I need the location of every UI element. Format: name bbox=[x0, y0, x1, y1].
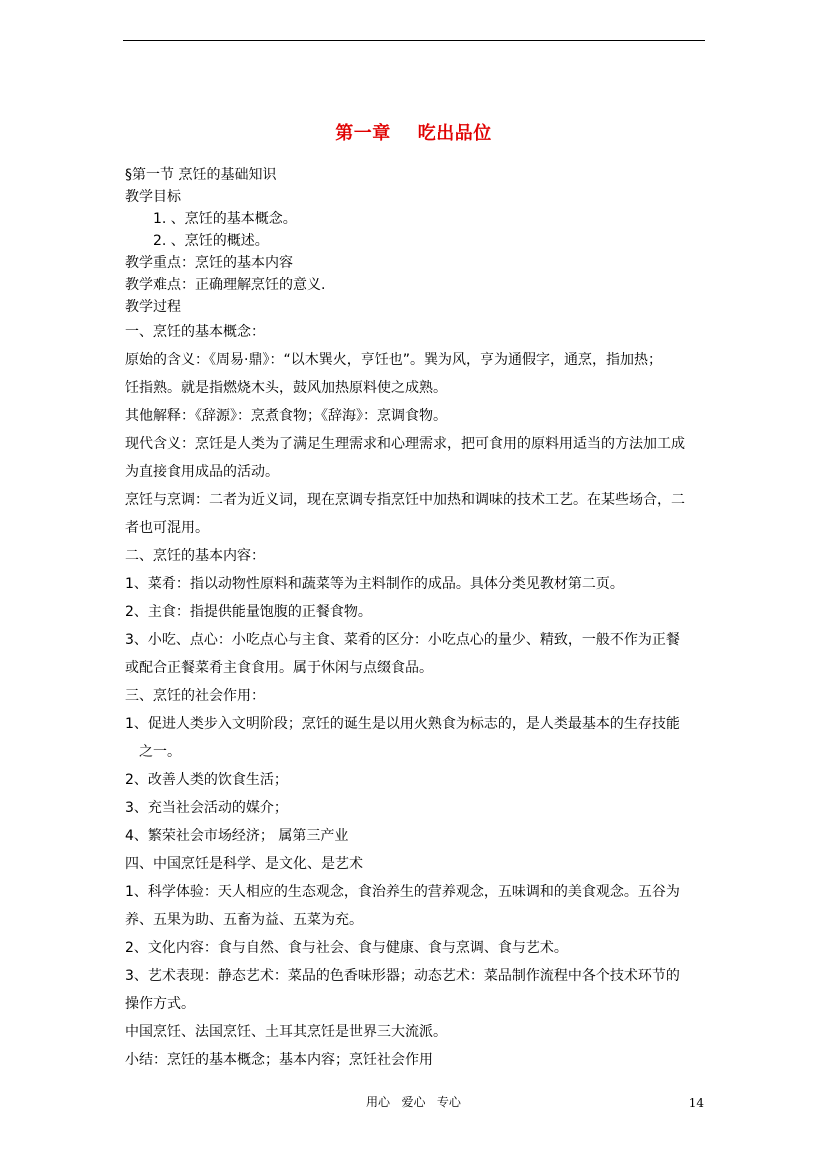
text-line: 操作方式。 bbox=[125, 996, 195, 1012]
text-line: 饪指熟。就是指燃烧木头，鼓风加热原料使之成熟。 bbox=[125, 380, 447, 396]
text-line: 或配合正餐菜肴主食食用。属于休闲与点缀食品。 bbox=[125, 660, 433, 676]
text-line: 原始的含义：《周易·鼎》：“以木巽火，亨饪也”。巽为风，亨为通假字，通烹，指加热； bbox=[125, 352, 662, 368]
text-line: 1. 、烹饪的基本概念。 bbox=[153, 211, 297, 227]
text-line: 教学难点：正确理解烹饪的意义. bbox=[125, 277, 326, 293]
text-line: 2. 、烹饪的概述。 bbox=[153, 233, 269, 249]
text-line: 教学过程 bbox=[125, 299, 181, 315]
text-line: 3、充当社会活动的媒介； bbox=[125, 800, 288, 816]
text-line: 小结：烹饪的基本概念；基本内容；烹饪社会作用 bbox=[125, 1052, 433, 1068]
text-line: 3、小吃、点心：小吃点心与主食、菜肴的区分：小吃点心的量少、精致，一般不作为正餐 bbox=[125, 632, 680, 648]
text-line: 现代含义：烹饪是人类为了满足生理需求和心理需求，把可食用的原料用适当的方法加工成 bbox=[125, 436, 685, 452]
text-line: 之一。 bbox=[139, 744, 181, 760]
text-line: 2、主食：指提供能量饱腹的正餐食物。 bbox=[125, 604, 372, 620]
page-number: 14 bbox=[688, 1096, 704, 1110]
text-line: 中国烹饪、法国烹饪、土耳其烹饪是世界三大流派。 bbox=[125, 1024, 447, 1040]
text-line: 四、中国烹饪是科学、是文化、是艺术 bbox=[125, 856, 363, 872]
chapter-title: 第一章 吃出品位 bbox=[335, 123, 492, 144]
text-line: 教学重点：烹饪的基本内容 bbox=[125, 255, 293, 271]
text-line: 1、菜肴：指以动物性原料和蔬菜等为主料制作的成品。具体分类见教材第二页。 bbox=[125, 576, 624, 592]
text-line: 教学目标 bbox=[125, 189, 181, 205]
text-line: 者也可混用。 bbox=[125, 520, 209, 536]
footer-motto: 用心 爱心 专心 bbox=[366, 1095, 461, 1109]
text-line: 烹饪与烹调：二者为近义词，现在烹调专指烹饪中加热和调味的技术工艺。在某些场合，二 bbox=[125, 492, 685, 508]
header-rule bbox=[123, 40, 705, 41]
text-line: 三、烹饪的社会作用： bbox=[125, 688, 265, 704]
text-line: 养、五果为助、五畜为益、五菜为充。 bbox=[125, 912, 363, 928]
text-line: 3、艺术表现：静态艺术：菜品的色香味形器；动态艺术：菜品制作流程中各个技术环节的 bbox=[125, 968, 680, 984]
document-body bbox=[125, 164, 705, 1074]
text-line: 1、科学体验：天人相应的生态观念，食治养生的营养观念，五味调和的美食观念。五谷为 bbox=[125, 884, 680, 900]
text-line: 4、繁荣社会市场经济； 属第三产业 bbox=[125, 828, 349, 844]
text-line: 其他解释：《辞源》：烹煮食物；《辞海》：烹调食物。 bbox=[125, 408, 447, 424]
text-line: §第一节 烹饪的基础知识 bbox=[125, 167, 277, 183]
text-line: 2、文化内容：食与自然、食与社会、食与健康、食与烹调、食与艺术。 bbox=[125, 940, 568, 956]
text-line: 二、烹饪的基本内容： bbox=[125, 548, 265, 564]
text-line: 一、烹饪的基本概念： bbox=[125, 324, 265, 340]
text-line: 1、促进人类步入文明阶段；烹饪的诞生是以用火熟食为标志的，是人类最基本的生存技能 bbox=[125, 716, 680, 732]
text-line: 2、改善人类的饮食生活； bbox=[125, 772, 288, 788]
text-line: 为直接食用成品的活动。 bbox=[125, 464, 279, 480]
